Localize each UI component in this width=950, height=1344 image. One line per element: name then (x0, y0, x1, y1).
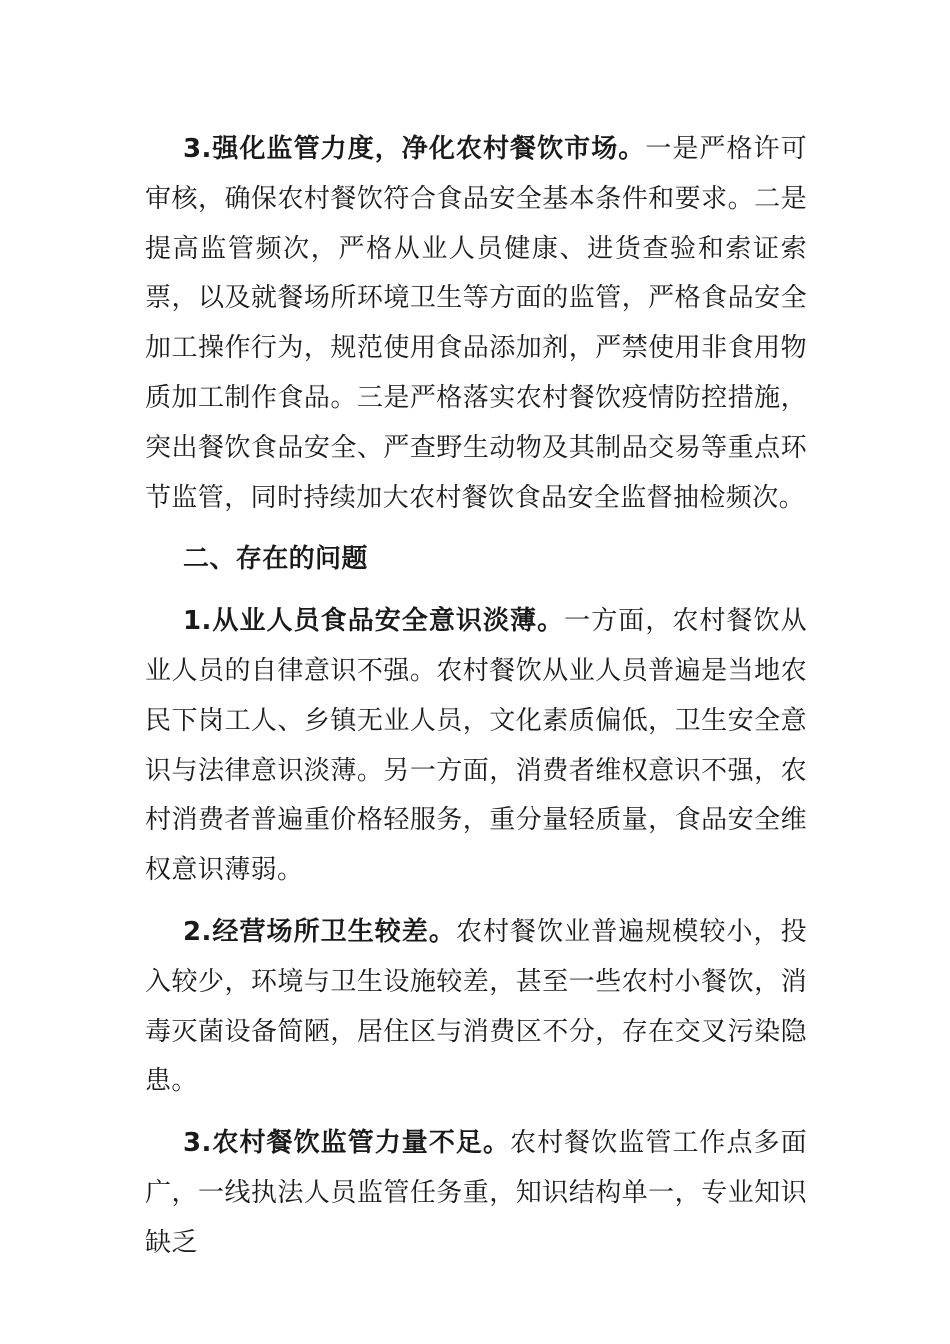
paragraph-lead: 3.强化监管力度，净化农村餐饮市场。 (183, 134, 646, 164)
paragraph-body: 一方面，农村餐饮从业人员的自律意识不强。农村餐饮从业人员普遍是当地农民下岗工人、乡镇无业人员，文化素质偏低，卫生安全意识与法律意识淡薄。另一方面，消费者维权意识不强，农村消费者普遍重价格轻服务，重分量轻质量，食品安全维权意识薄弱。 (145, 606, 808, 886)
paragraph-premises-hygiene (145, 908, 807, 1107)
document-page (145, 125, 807, 1281)
paragraph-body: 农村餐饮业普遍规模较小，投入较少，环境与卫生设施较差，甚至一些农村小餐饮，消毒灭菌设备简陋，居住区与消费区不分，存在交叉污染隐患。 (145, 916, 808, 1097)
paragraph-food-safety-awareness (145, 597, 807, 896)
paragraph-body: 农村餐饮监管工作点多面广，一线执法人员监管任务重，知识结构单一，专业知识缺乏 (145, 1128, 808, 1258)
paragraph-lead: 2.经营场所卫生较差。 (183, 916, 456, 947)
paragraph-strengthen-supervision (145, 125, 807, 523)
paragraph-supervision-capacity (145, 1119, 807, 1268)
paragraph-lead: 1.从业人员食品安全意识淡薄。 (183, 606, 565, 637)
section-heading-problems: 二、存在的问题 (183, 544, 368, 575)
paragraph-lead: 3.农村餐饮监管力量不足。 (183, 1128, 511, 1159)
paragraph-body: 一是严格许可审核，确保农村餐饮符合食品安全基本条件和要求。二是提高监管频次，严格从业人员健康、进货查验和索证索票，以及就餐场所环境卫生等方面的监管，严格食品安全加工操作行为，规范使用食品添加剂，严禁使用非食用物质加工制作食品。三是严格落实农村餐饮疫情防控措施，突出餐饮食品安全、严查野生动物及其制品交易等重点环节监管，同时持续加大农村餐饮食品安全监督抽检频次。 (145, 134, 807, 513)
